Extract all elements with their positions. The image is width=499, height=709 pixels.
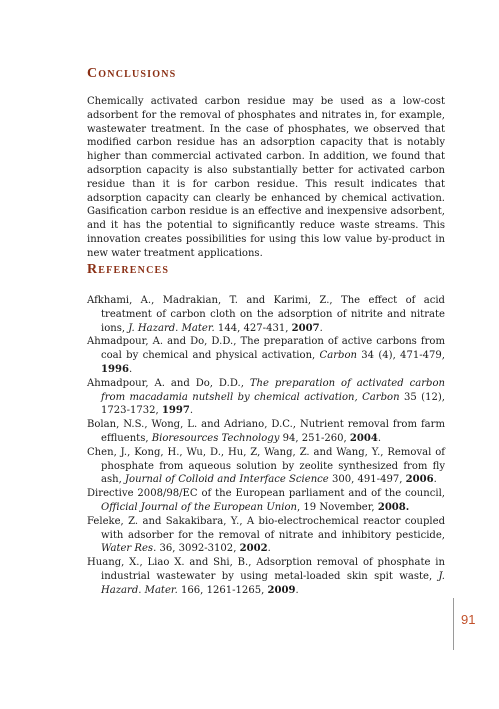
reference-journal: Bioresources Technology (151, 432, 280, 444)
reference-item (87, 446, 445, 487)
reference-end: . (377, 432, 382, 444)
page-number: 91 (461, 612, 476, 627)
reference-item (87, 294, 445, 335)
reference-details: 166, 1261-1265, (177, 584, 268, 596)
reference-journal: Journal of Colloid and Interface Science (125, 474, 329, 486)
reference-end: . (433, 474, 437, 486)
references-heading: References (87, 262, 170, 277)
page-number-divider (453, 598, 454, 650)
reference-authors: Ahmadpour, A. and Do, D.D., (87, 377, 250, 389)
conclusions-paragraph: Chemically activated carbon residue may be used as a low-cost adsorbent for the removal of phosphates and nitrates in, for example, wastewater treatment. In the case of phosphates, we observed that modified carbon residue has an adsorption capacity that is notably higher than commercial activated carbon. In addition, we found that adsorption capacity is also substantially better for activated carbon residue than it is for carbon residue. This result indicates that adsorption capacity can clearly be enhanced by chemical activation. Gasification carbon residue is an effective and inexpensive adsorbent, and it has the potential to significantly reduce waste streams. This innovation creates possibilities for using this low value by-product in new water treatment applications. (87, 96, 445, 259)
reference-year: 1996 (101, 363, 129, 375)
reference-item (87, 335, 445, 376)
reference-journal: Water Res. (101, 543, 157, 555)
reference-year: 2009 (267, 584, 296, 596)
reference-journal: J. Hazard. Mater. (101, 570, 445, 596)
reference-details: 300, 491-497, (328, 474, 406, 486)
reference-year: 2008. (377, 501, 410, 513)
reference-end: . (128, 363, 133, 375)
reference-end: . (189, 405, 194, 417)
reference-journal: Official Journal of the European Union (101, 501, 297, 513)
reference-authors: Chen, J., Kong, H., Wu, D., Hu, Z, Wang, Z. and Wang, Y., Removal of phosphate from aqueous solution by zeolite synthesized from fly ash, (87, 446, 445, 486)
reference-journal: The preparation of activated carbon from macadamia nutshell by chemical activation, Carbon (101, 377, 445, 403)
reference-authors: Afkhami, A., Madrakian, T. and Karimi, Z., The effect of acid treatment of carbon cloth on the adsorption of nitrite and nitrate ions, (87, 295, 445, 334)
reference-authors: Bolan, N.S., Wong, L. and Adriano, D.C., Nutrient removal from farm effluents, (87, 419, 445, 444)
reference-year: 1997 (161, 405, 190, 417)
reference-end: . (267, 543, 271, 555)
reference-details: , 19 November, (297, 501, 378, 513)
reference-end: . (295, 584, 299, 596)
reference-item (87, 487, 445, 515)
reference-item (87, 556, 445, 597)
reference-authors: Huang, X., Liao X. and Shi, B., Adsorption removal of phosphate in industrial wastewater by using metal-loaded skin spit waste, (87, 557, 445, 582)
reference-list (87, 294, 445, 598)
reference-year: 2006 (405, 474, 434, 486)
conclusions-heading: Conclusions (87, 66, 177, 81)
reference-journal: J. Hazard. Mater. (128, 322, 215, 334)
reference-authors: Ahmadpour, A. and Do, D.D., The preparation of active carbons from coal by chemical and physical activation, (87, 336, 445, 362)
reference-authors: Directive 2008/98/EC of the European parliament and of the council, (87, 488, 445, 500)
reference-journal: Carbon (319, 350, 357, 362)
reference-year: 2007 (291, 322, 320, 334)
reference-year: 2002 (239, 543, 268, 555)
reference-details: 36, 3092-3102, (156, 543, 240, 555)
reference-year: 2004 (349, 432, 378, 444)
reference-details: 34 (4), 471-479, (356, 350, 445, 362)
reference-authors: Feleke, Z. and Sakakibara, Y., A bio-electrochemical reactor coupled with adsorber for the removal of nitrate and inhibitory pesticide, (87, 515, 445, 541)
reference-item (87, 418, 445, 446)
reference-details: 94, 251-260, (279, 432, 350, 444)
reference-details: 35 (12), 1723-1732, (101, 391, 445, 417)
reference-end: . (319, 322, 323, 334)
reference-item (87, 515, 445, 556)
reference-details: 144, 427-431, (214, 322, 292, 334)
reference-item (87, 377, 445, 418)
